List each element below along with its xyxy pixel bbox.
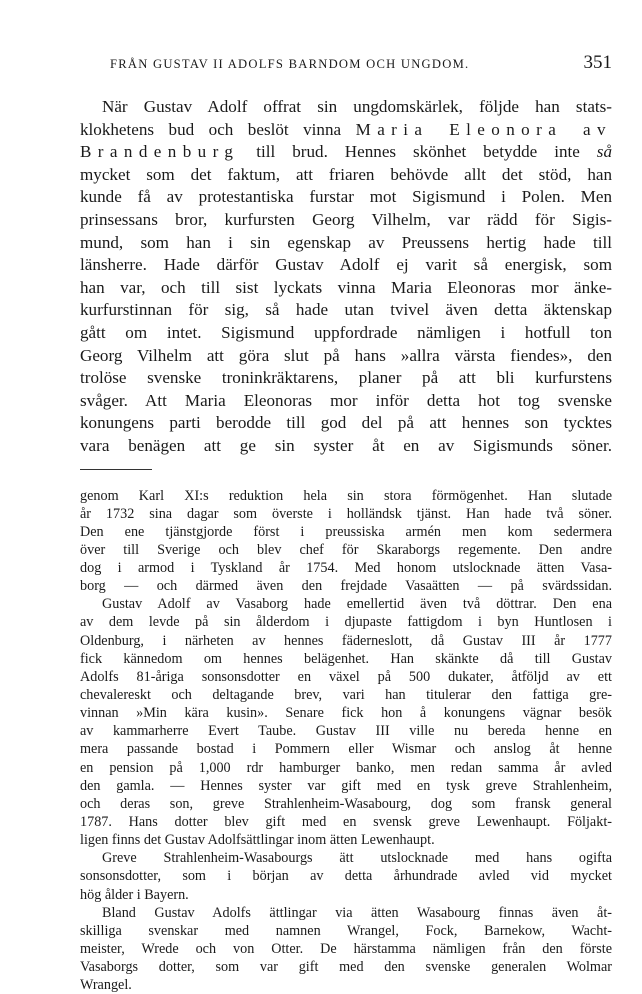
- footnote-line-21: Greve Strahlenheim-Wasabourgs ätt utslocknade med hans ogifta: [80, 849, 612, 867]
- main-line-3: [80, 141, 612, 164]
- main-line-1: När Gustav Adolf offrat sin ungdomskärlek, följde han stats-: [80, 96, 612, 119]
- main-line-14: svåger. Att Maria Eleonoras mor inför detta hot tog svenske: [80, 390, 612, 413]
- page-number: 351: [584, 52, 613, 74]
- footnote-line-7: Gustav Adolf av Vasaborg hade emellertid även två döttrar. Den ena: [80, 595, 612, 613]
- footnote-line-20: ligen finns det Gustav Adolfsättlingar inom ätten Lewenhaupt.: [80, 831, 612, 849]
- italic-word: så: [597, 142, 612, 161]
- spaced-name-brandenburg: Brandenburg: [80, 142, 239, 161]
- footnote-line-14: av kammarherre Evert Taube. Gustav III ville nu bereda henne en: [80, 722, 612, 740]
- footnote-line-19: 1787. Hans dotter blev gift med en svensk greve Lewenhaupt. Följakt-: [80, 813, 612, 831]
- main-line-2-text: klokhetens bud och beslöt vinna: [80, 120, 341, 139]
- main-line-2: [80, 119, 612, 142]
- footnote-line-2: år 1732 sina dagar som överste i holländsk tjänst. Han hade två söner.: [80, 505, 612, 523]
- main-text: [80, 96, 612, 458]
- main-line-8: länsherre. Hade därför Gustav Adolf ej varit så energisk, som: [80, 254, 612, 277]
- spaced-name-maria-eleonora: Maria Eleonora av: [356, 120, 612, 139]
- footnote-line-28: Wrangel.: [80, 976, 612, 994]
- footnote: [80, 487, 612, 994]
- running-head-title: FRÅN GUSTAV II ADOLFS BARNDOM OCH UNGDOM.: [80, 57, 469, 72]
- footnote-line-6: borg — och därmed även den frejdade Vasaätten — på svärdssidan.: [80, 577, 612, 595]
- footnote-rule: [80, 469, 152, 470]
- main-line-7: mund, som han i sin egenskap av Preussens hertig hade till: [80, 232, 612, 255]
- footnote-line-1: genom Karl XI:s reduktion hela sin stora förmögenhet. Han slutade: [80, 487, 612, 505]
- footnote-line-17: den gamla. — Hennes syster var gift med en tysk greve Strahlenheim,: [80, 777, 612, 795]
- book-page: [80, 52, 612, 994]
- footnote-line-16: en pension på 1,000 rdr hamburger banko, men redan samma år avled: [80, 759, 612, 777]
- footnote-line-24: Bland Gustav Adolfs ättlingar via ätten Wasabourg finnas även åt-: [80, 904, 612, 922]
- main-line-11: gått om intet. Sigismund uppfordrade nämligen i hotfull ton: [80, 322, 612, 345]
- footnote-line-9: Oldenburg, i närheten av hennes fäderneslott, då Gustav III år 1777: [80, 632, 612, 650]
- footnote-line-18: och deras son, greve Strahlenheim-Wasabourg, dog som fransk general: [80, 795, 612, 813]
- footnote-line-13: vinnan »Min kära kusin». Senare fick hon å konungens vägnar besök: [80, 704, 612, 722]
- main-line-5: kunde få av protestantiska furstar mot Sigismund i Polen. Men: [80, 186, 612, 209]
- footnote-line-23: hög ålder i Bayern.: [80, 886, 612, 904]
- main-line-3-text: till brud. Hennes skönhet betydde inte: [256, 142, 580, 161]
- footnote-line-5: dog i armod i Tyskland år 1754. Med honom utslocknade ätten Vasa-: [80, 559, 612, 577]
- main-line-10: kurfurstinnan för sig, så hade utan tvivel även detta äktenskap: [80, 299, 612, 322]
- main-line-6: prinsessans bror, kurfursten Georg Vilhelm, var rädd för Sigis-: [80, 209, 612, 232]
- main-line-13: trolöse svenske troninkräktarens, planer på att bli kurfurstens: [80, 367, 612, 390]
- footnote-line-4: över till Sverige och blev chef för Skaraborgs regemente. Den andre: [80, 541, 612, 559]
- footnote-line-12: chevalereskt och deltagande brev, vari han titulerar den fattiga gre-: [80, 686, 612, 704]
- footnote-line-22: sonsonsdotter, som i början av detta århundrade avled vid mycket: [80, 867, 612, 885]
- footnote-line-11: Adolfs 81-åriga sonsonsdotter en växel på 500 dukater, åtföljd av ett: [80, 668, 612, 686]
- main-line-9: han var, och till sist lyckats vinna Maria Eleonoras mor änke-: [80, 277, 612, 300]
- main-line-12: Georg Vilhelm att göra slut på hans »allra värsta fiendes», den: [80, 345, 612, 368]
- footnote-line-26: meister, Wrede och von Otter. De härstamma nämligen från den förste: [80, 940, 612, 958]
- footnote-line-25: skilliga svenskar med namnen Wrangel, Fock, Barnekow, Wacht-: [80, 922, 612, 940]
- footnote-line-10: fick kännedom om hennes belägenhet. Han skänkte då till Gustav: [80, 650, 612, 668]
- footnote-line-3: Den ene tjänstgjorde först i preussiska armén men kom sedermera: [80, 523, 612, 541]
- main-line-15: konungens parti berodde till god del på att hennes son tycktes: [80, 412, 612, 435]
- footnote-line-15: mera passande bostad i Pommern eller Wismar och anslog åt henne: [80, 740, 612, 758]
- footnote-line-27: Vasaborgs dotter, som var gift med den svenske generalen Wolmar: [80, 958, 612, 976]
- main-line-4: mycket som det faktum, att friaren behövde allt det stöd, han: [80, 164, 612, 187]
- running-head: [80, 52, 612, 78]
- main-line-16: vara benägen att ge sin syster åt en av Sigismunds söner.: [80, 435, 612, 458]
- footnote-line-8: av dem levde på sin ålderdom i djupaste fattigdom i byn Huntlosen i: [80, 613, 612, 631]
